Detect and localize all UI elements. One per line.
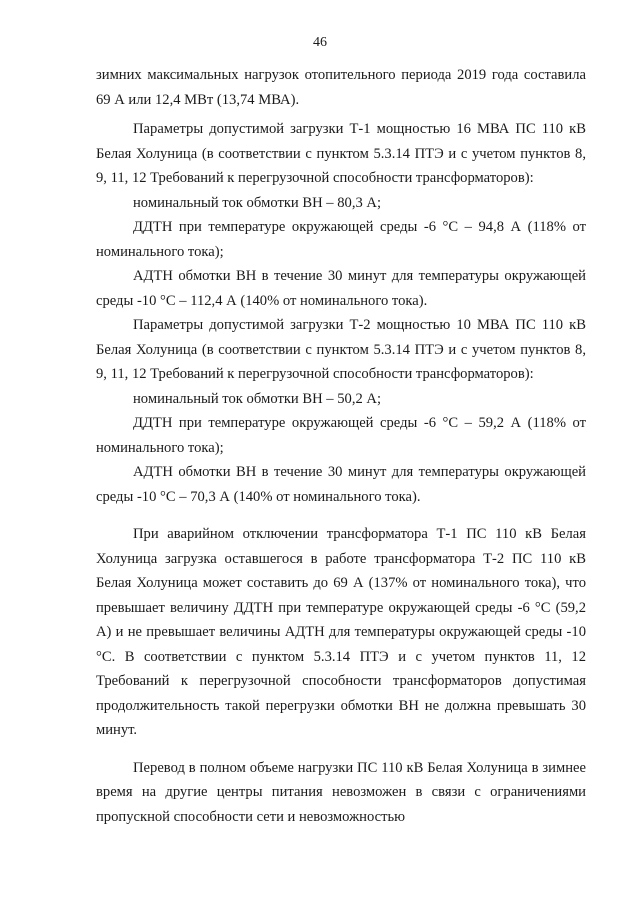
paragraph-emergency-shutdown: При аварийном отключении трансформатора Т-1 ПС 110 кВ Белая Холуница загрузка оставшегося в работе трансформатора Т-2 ПС 110 кВ Белая Холуница может составить до 69 А (137% от номинального тока), что превышает величину ДДТН при температуре окружающей среды -6 °С (59,2 А) и не превышает величины АДТН для температуры окружающей среды -10 °С. В соответствии с пунктом 5.3.14 ПТЭ и с учетом пунктов 11, 12 Требований к перегрузочной способности трансформаторов допустимая продолжительность такой перегрузки обмотки ВН не должна превышать 30 минут. xyxy=(96,526,586,738)
paragraph-t2-adtn: АДТН обмотки ВН в течение 30 минут для температуры окружающей среды -10 °С – 70,3 А (140% от номинального тока). xyxy=(96,464,586,505)
paragraph-load-transfer: Перевод в полном объеме нагрузки ПС 110 кВ Белая Холуница в зимнее время на другие центры питания невозможен в связи с ограничениями пропускной способности сети и невозможностью xyxy=(96,759,586,825)
paragraph-t2-parameters: Параметры допустимой загрузки Т-2 мощностью 10 МВА ПС 110 кВ Белая Холуница (в соответствии с пунктом 5.3.14 ПТЭ и с учетом пунктов 8, 9, 11, 12 Требований к перегрузочной способности трансформаторов): xyxy=(96,317,586,382)
paragraph-t1-nominal-current: номинальный ток обмотки ВН – 80,3 А; xyxy=(133,194,382,211)
page-number: 46 xyxy=(313,35,327,50)
paragraph-continuation: зимних максимальных нагрузок отопительного периода 2019 года составила 69 А или 12,4 МВт (13,74 МВА). xyxy=(96,67,586,108)
paragraph-t1-parameters: Параметры допустимой загрузки Т-1 мощностью 16 МВА ПС 110 кВ Белая Холуница (в соответствии с пунктом 5.3.14 ПТЭ и с учетом пунктов 8, 9, 11, 12 Требований к перегрузочной способности трансформаторов): xyxy=(96,121,586,186)
paragraph-t2-nominal-current: номинальный ток обмотки ВН – 50,2 А; xyxy=(133,390,382,407)
paragraph-t1-ddtn: ДДТН при температуре окружающей среды -6 °С – 94,8 А (118% от номинального тока); xyxy=(96,219,586,260)
paragraph-t2-ddtn: ДДТН при температуре окружающей среды -6 °С – 59,2 А (118% от номинального тока); xyxy=(96,415,586,456)
document-body xyxy=(96,63,586,829)
paragraph-t1-adtn: АДТН обмотки ВН в течение 30 минут для температуры окружающей среды -10 °С – 112,4 А (140% от номинального тока). xyxy=(96,268,586,309)
